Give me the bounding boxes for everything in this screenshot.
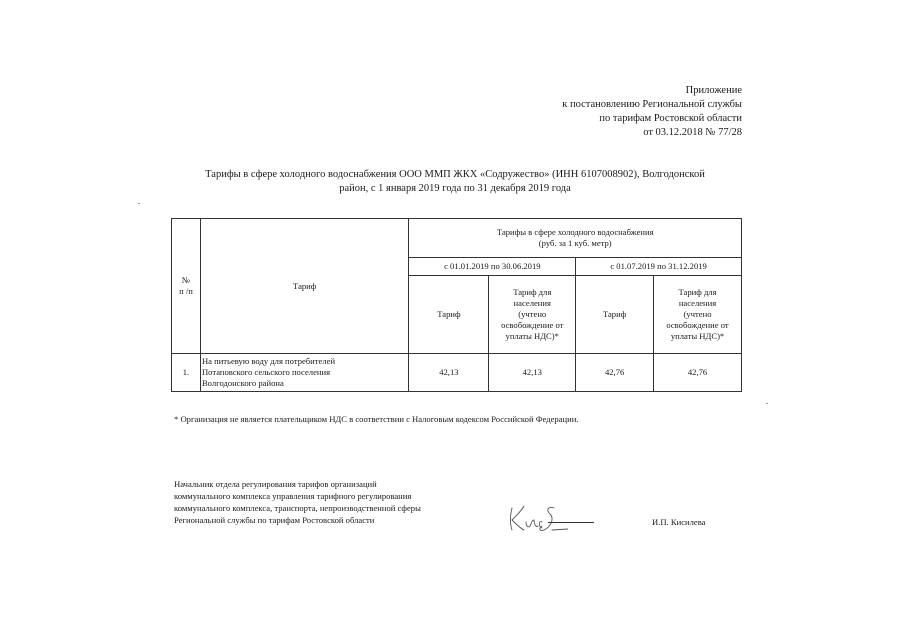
- header-period-1: с 01.01.2019 по 30.06.2019: [409, 258, 576, 276]
- row-number: 1.: [172, 354, 201, 392]
- appendix-line: по тарифам Ростовской области: [599, 113, 742, 124]
- subheader-tariff: Тариф: [409, 276, 489, 354]
- title-line: Тарифы в сфере холодного водоснабжения ООО ММП ЖКХ «Содружество» (ИНН 6107008902), Волгодонской: [205, 169, 705, 180]
- cell-value: 42,76: [576, 354, 654, 392]
- cell-value: 42,13: [409, 354, 489, 392]
- scan-speck: [766, 403, 768, 404]
- subheader-tariff: Тариф: [576, 276, 654, 354]
- row-name: На питьевую воду для потребителей Потаповского сельского поселения Волгодонского района: [200, 354, 409, 392]
- subheader-population: Тариф для населения (учтено освобождение от уплаты НДС)*: [489, 276, 576, 354]
- signer-line: Начальник отдела регулирования тарифов организаций: [174, 479, 377, 489]
- signer-line: коммунального комплекса управления тарифного регулирования: [174, 491, 412, 501]
- appendix-line: от 03.12.2018 № 77/28: [643, 127, 742, 138]
- document-title: [168, 168, 742, 196]
- appendix-line: Приложение: [685, 85, 742, 96]
- signer-name: И.П. Кисилева: [652, 517, 706, 527]
- signer-line: коммунального комплекса, транспорта, непроизводственной сферы: [174, 503, 421, 513]
- appendix-line: к постановлению Региональной службы: [562, 99, 742, 110]
- table-row: [172, 354, 742, 392]
- cell-value: 42,76: [654, 354, 742, 392]
- tariff-table: [171, 218, 742, 392]
- signature-line: [548, 522, 594, 523]
- header-group: Тарифы в сфере холодного водоснабжения (руб. за 1 куб. метр): [409, 219, 742, 258]
- header-number: № п /п: [172, 219, 201, 354]
- title-line: район, с 1 января 2019 года по 31 декабря 2019 года: [339, 183, 571, 194]
- subheader-population: Тариф для населения (учтено освобождение от уплаты НДС)*: [654, 276, 742, 354]
- scan-speck: [138, 203, 140, 204]
- handwritten-signature: [504, 500, 568, 536]
- appendix-header: [562, 84, 742, 140]
- header-period-2: с 01.07.2019 по 31.12.2019: [576, 258, 742, 276]
- signer-line: Региональной службы по тарифам Ростовской области: [174, 515, 375, 525]
- signer-title: [174, 478, 421, 526]
- header-tariff: Тариф: [200, 219, 409, 354]
- footnote: * Организация не является плательщиком НДС в соответствии с Налоговым кодексом Российской Федерации.: [174, 414, 579, 424]
- cell-value: 42,13: [489, 354, 576, 392]
